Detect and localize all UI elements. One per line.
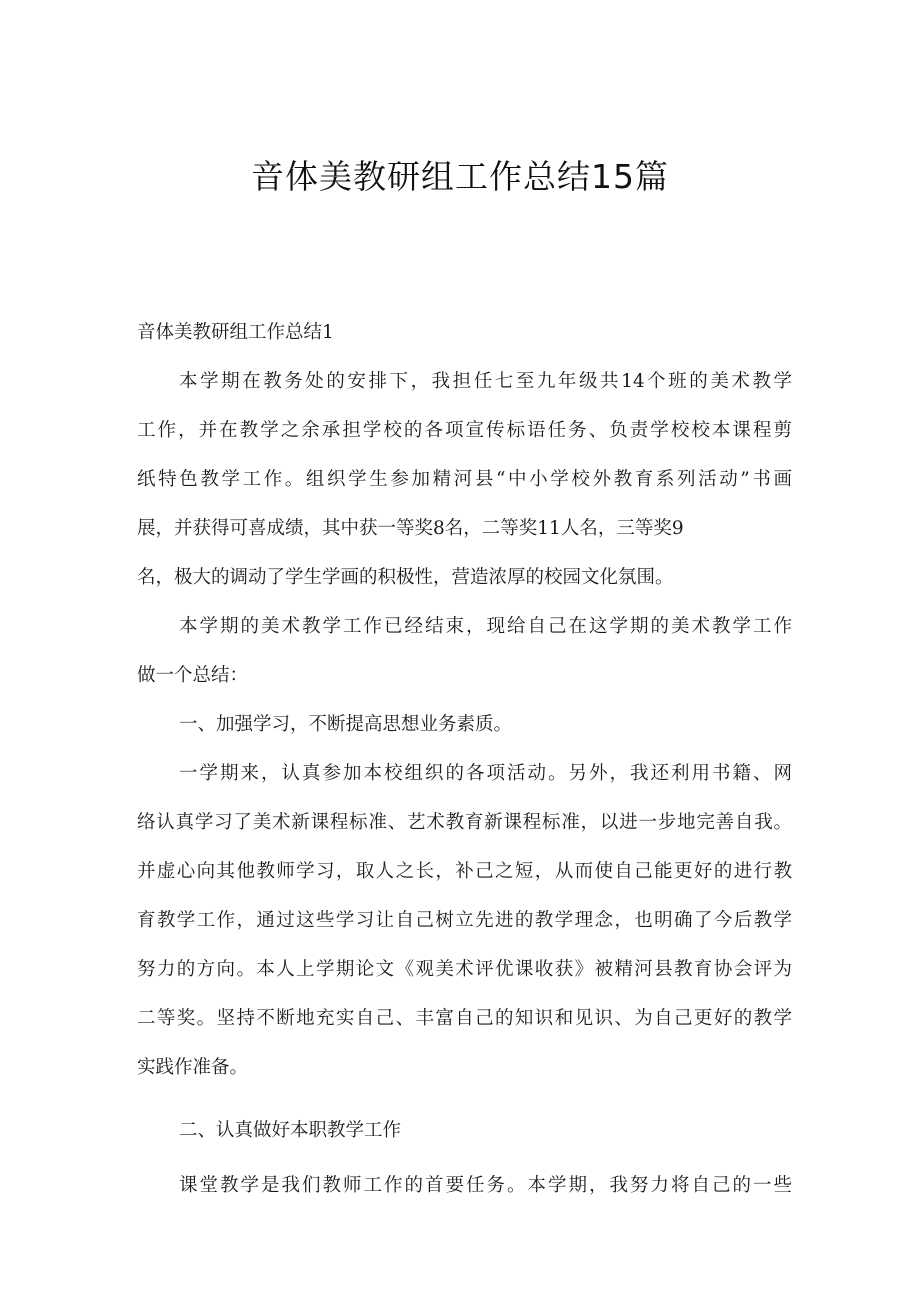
paragraph-4 <box>137 1161 792 1210</box>
paragraph-line: 二等奖。坚持不断地充实自己、丰富自己的知识和见识、为自己更好的教学 <box>137 1008 792 1029</box>
paragraph-line: 并虚心向其他教师学习，取人之长，补己之短，从而使自己能更好的进行教 <box>137 861 792 882</box>
paragraph-line: 本学期的美术教学工作已经结束，现给自己在这学期的美术教学工作 <box>179 616 792 637</box>
subheading-2 <box>137 1106 792 1155</box>
paragraph-line: 名，极大的调动了学生学画的积极性，营造浓厚的校园文化氛围。 <box>137 567 674 588</box>
paragraph-1 <box>137 357 792 602</box>
paragraph-3 <box>137 749 792 1092</box>
paragraph-line: 课堂教学是我们教师工作的首要任务。本学期，我努力将自己的一些 <box>179 1175 792 1196</box>
paragraph-line: 做一个总结： <box>137 665 249 686</box>
paragraph-line: 展，并获得可喜成绩，其中获一等奖8名，二等奖11人名，三等奖9 <box>137 518 684 539</box>
paragraph-line: 工作，并在教学之余承担学校的各项宣传标语任务、负责学校校本课程剪 <box>137 420 792 441</box>
document-title: 音体美教研组工作总结15篇 <box>251 157 669 196</box>
document-body <box>137 308 792 1210</box>
paragraph-line: 络认真学习了美术新课程标准、艺术教育新课程标准，以进一步地完善自我。 <box>137 812 792 833</box>
paragraph-line: 纸特色教学工作。组织学生参加精河县“中小学校外教育系列活动”书画 <box>137 469 792 490</box>
paragraph-line: 实践作准备。 <box>137 1057 249 1078</box>
subheading-text: 一、加强学习，不断提高思想业务素质。 <box>179 714 513 735</box>
paragraph-line: 本学期在教务处的安排下，我担任七至九年级共14个班的美术教学 <box>179 371 792 392</box>
paragraph-2 <box>137 602 792 700</box>
subheading-1 <box>137 700 792 749</box>
subheading-text: 二、认真做好本职教学工作 <box>179 1120 402 1141</box>
section-heading: 音体美教研组工作总结1 <box>137 322 334 343</box>
paragraph-line: 一学期来，认真参加本校组织的各项活动。另外，我还利用书籍、网 <box>179 763 792 784</box>
paragraph-line: 育教学工作，通过这些学习让自己树立先进的教学理念，也明确了今后教学 <box>137 910 792 931</box>
paragraph-line: 努力的方向。本人上学期论文《观美术评优课收获》被精河县教育协会评为 <box>137 959 792 980</box>
